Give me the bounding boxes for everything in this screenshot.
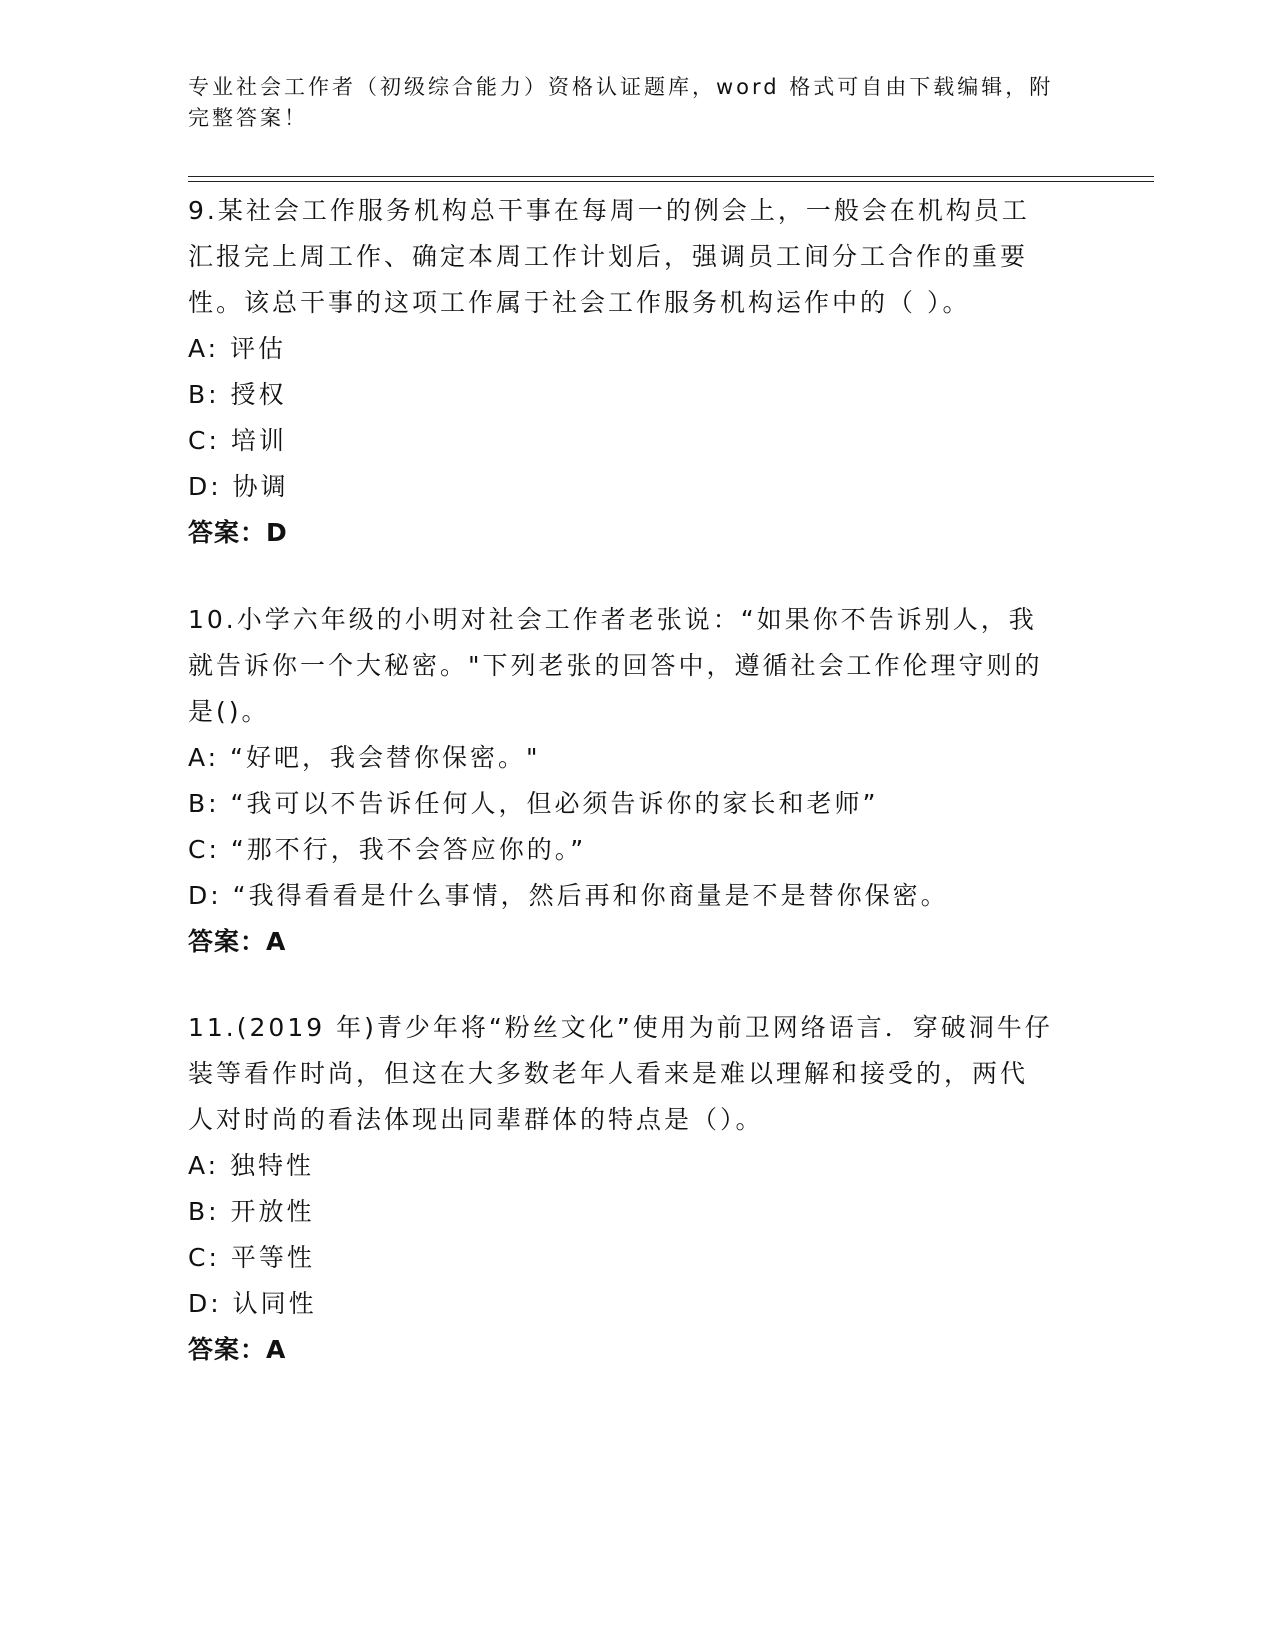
question-11: [188, 1005, 1068, 1373]
option-a: A: 独特性: [188, 1151, 315, 1180]
header-divider-bottom: [188, 181, 1154, 182]
answer: 答案：A: [188, 1335, 287, 1364]
answer: 答案：A: [188, 927, 287, 956]
option-d: D: 认同性: [188, 1289, 317, 1318]
option-a: A: 评估: [188, 334, 287, 363]
answer: 答案：D: [188, 518, 288, 547]
question-9: [188, 188, 1068, 556]
option-b: B: 开放性: [188, 1197, 315, 1226]
option-d: D: “我得看看是什么事情，然后再和你商量是不是替你保密。: [188, 881, 949, 910]
document-header: 专业社会工作者（初级综合能力）资格认证题库，word 格式可自由下载编辑，附 完整答案！: [188, 75, 1054, 130]
question-stem: 11.(2019 年)青少年将“粉丝文化”使用为前卫网络语言．穿破洞牛仔 装等看作时尚，但这在大多数老年人看来是难以理解和接受的，两代 人对时尚的看法体现出同辈群体的特点是（）。: [188, 1013, 1053, 1134]
question-stem: 9.某社会工作服务机构总干事在每周一的例会上，一般会在机构员工 汇报完上周工作、确定本周工作计划后，强调员工间分工合作的重要 性。该总干事的这项工作属于社会工作服务机构运作中的（ ）。: [188, 196, 1030, 317]
option-b: B: “我可以不告诉任何人，但必须告诉你的家长和老师”: [188, 789, 879, 818]
option-c: C: 平等性: [188, 1243, 315, 1272]
option-c: C: 培训: [188, 426, 287, 455]
header-divider-top: [188, 176, 1154, 177]
option-d: D: 协调: [188, 472, 289, 501]
option-c: C: “那不行，我不会答应你的。”: [188, 835, 587, 864]
option-b: B: 授权: [188, 380, 287, 409]
question-10: [188, 597, 1068, 965]
option-a: A: “好吧，我会替你保密。": [188, 743, 541, 772]
question-stem: 10.小学六年级的小明对社会工作者老张说：“如果你不告诉别人，我 就告诉你一个大秘密。"下列老张的回答中，遵循社会工作伦理守则的 是()。: [188, 605, 1043, 726]
